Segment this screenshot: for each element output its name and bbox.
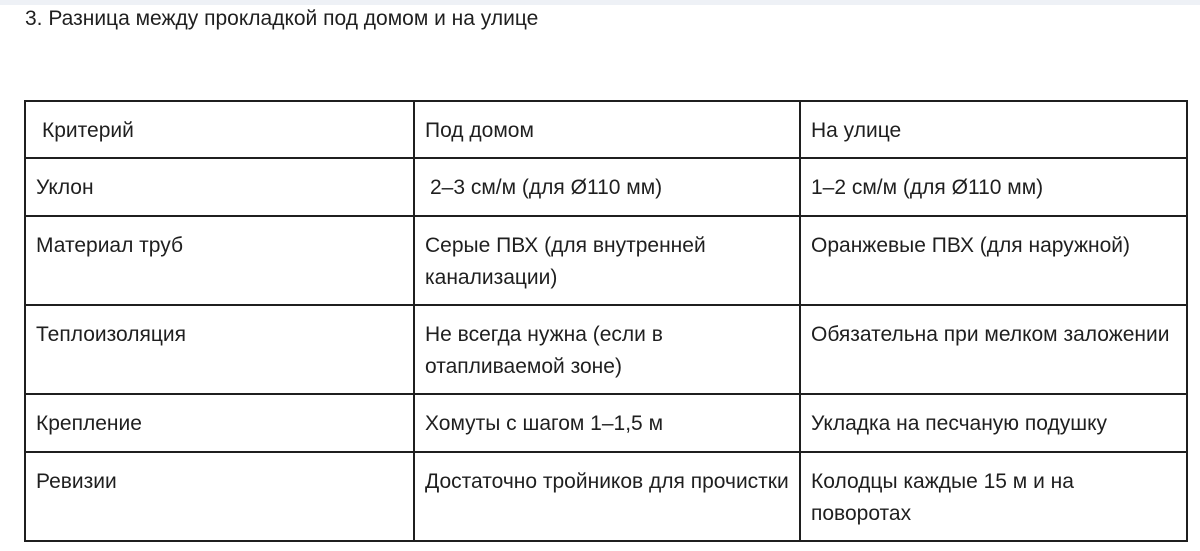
row-under-house-cell: Серые ПВХ (для внутренней канализации) [414,216,800,305]
header-cell-outdoor: На улице [800,101,1187,158]
row-criterion-cell: Теплоизоляция [25,305,414,394]
row-outdoor-cell: Оранжевые ПВХ (для наружной) [800,216,1187,305]
table-row [25,305,1187,394]
row-outdoor-cell: 1–2 см/м (для Ø110 мм) [800,158,1187,216]
row-under-house-cell: Достаточно тройников для прочистки [414,452,800,541]
comparison-table [24,100,1188,542]
section-heading: 3. Разница между прокладкой под домом и на улице [25,7,539,30]
table-row [25,394,1187,452]
row-criterion-cell: Материал труб [25,216,414,305]
row-under-house-cell: Не всегда нужна (если в отапливаемой зоне) [414,305,800,394]
row-outdoor-cell: Колодцы каждые 15 м и на поворотах [800,452,1187,541]
row-outdoor-cell: Обязательна при мелком заложении [800,305,1187,394]
table-row [25,452,1187,541]
table-row [25,158,1187,216]
row-outdoor-cell: Укладка на песчаную подушку [800,394,1187,452]
row-criterion-cell: Крепление [25,394,414,452]
row-criterion-cell: Ревизии [25,452,414,541]
header-cell-under-house: Под домом [414,101,800,158]
table-row [25,216,1187,305]
table-header-row [25,101,1187,158]
top-strip [0,0,1200,5]
row-under-house-cell: Хомуты с шагом 1–1,5 м [414,394,800,452]
header-cell-criterion: Критерий [25,101,414,158]
row-criterion-cell: Уклон [25,158,414,216]
row-under-house-cell: 2–3 см/м (для Ø110 мм) [414,158,800,216]
